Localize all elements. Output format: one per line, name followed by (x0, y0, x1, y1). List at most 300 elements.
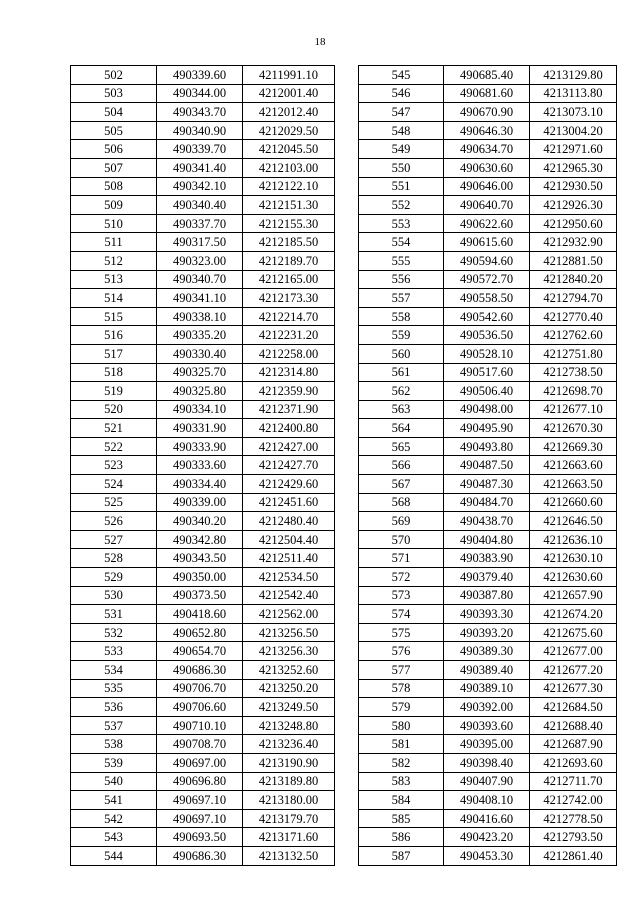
y-coordinate-cell: 4213256.30 (243, 642, 335, 661)
table-row (71, 605, 335, 624)
table-row (71, 177, 335, 196)
y-coordinate-cell: 4212881.50 (530, 251, 617, 270)
x-coordinate-cell: 490335.20 (157, 326, 243, 345)
table-row (359, 214, 617, 233)
y-coordinate-cell: 4212926.30 (530, 196, 617, 215)
table-row (71, 716, 335, 735)
y-coordinate-cell: 4212122.10 (243, 177, 335, 196)
table-row (71, 735, 335, 754)
y-coordinate-cell: 4212511.40 (243, 549, 335, 568)
x-coordinate-cell: 490528.10 (444, 344, 530, 363)
point-number-cell: 545 (359, 66, 444, 85)
y-coordinate-cell: 4212674.20 (530, 605, 617, 624)
x-coordinate-cell: 490418.60 (157, 605, 243, 624)
table-row (359, 772, 617, 791)
x-coordinate-cell: 490343.70 (157, 103, 243, 122)
x-coordinate-cell: 490685.40 (444, 66, 530, 85)
point-number-cell: 586 (359, 828, 444, 847)
y-coordinate-cell: 4213004.20 (530, 121, 617, 140)
y-coordinate-cell: 4212185.50 (243, 233, 335, 252)
table-row (71, 549, 335, 568)
y-coordinate-cell: 4212012.40 (243, 103, 335, 122)
table-row (71, 791, 335, 810)
x-coordinate-cell: 490506.40 (444, 382, 530, 401)
table-row (359, 307, 617, 326)
x-coordinate-cell: 490706.60 (157, 698, 243, 717)
table-row (359, 605, 617, 624)
x-coordinate-cell: 490487.30 (444, 475, 530, 494)
x-coordinate-cell: 490340.70 (157, 270, 243, 289)
x-coordinate-cell: 490337.70 (157, 214, 243, 233)
y-coordinate-cell: 4212669.30 (530, 437, 617, 456)
x-coordinate-cell: 490398.40 (444, 753, 530, 772)
table-row (359, 84, 617, 103)
x-coordinate-cell: 490340.20 (157, 512, 243, 531)
y-coordinate-cell: 4212930.50 (530, 177, 617, 196)
table-row (359, 493, 617, 512)
table-row (359, 196, 617, 215)
table-row (71, 84, 335, 103)
point-number-cell: 582 (359, 753, 444, 772)
x-coordinate-cell: 490317.50 (157, 233, 243, 252)
point-number-cell: 577 (359, 661, 444, 680)
y-coordinate-cell: 4212173.30 (243, 289, 335, 308)
x-coordinate-cell: 490493.80 (444, 437, 530, 456)
table-row (359, 586, 617, 605)
y-coordinate-cell: 4212793.50 (530, 828, 617, 847)
x-coordinate-cell: 490393.20 (444, 623, 530, 642)
point-number-cell: 587 (359, 846, 444, 865)
y-coordinate-cell: 4213250.20 (243, 679, 335, 698)
table-row (71, 753, 335, 772)
point-number-cell: 557 (359, 289, 444, 308)
x-coordinate-cell: 490640.70 (444, 196, 530, 215)
x-coordinate-cell: 490342.10 (157, 177, 243, 196)
table-row (71, 846, 335, 865)
point-number-cell: 536 (71, 698, 157, 717)
point-number-cell: 521 (71, 419, 157, 438)
y-coordinate-cell: 4212840.20 (530, 270, 617, 289)
table-row (359, 400, 617, 419)
table-row (71, 512, 335, 531)
x-coordinate-cell: 490706.70 (157, 679, 243, 698)
point-number-cell: 550 (359, 158, 444, 177)
table-row (359, 158, 617, 177)
table-row (359, 382, 617, 401)
point-number-cell: 583 (359, 772, 444, 791)
y-coordinate-cell: 4212045.50 (243, 140, 335, 159)
x-coordinate-cell: 490387.80 (444, 586, 530, 605)
point-number-cell: 507 (71, 158, 157, 177)
y-coordinate-cell: 4212663.50 (530, 475, 617, 494)
x-coordinate-cell: 490484.70 (444, 493, 530, 512)
point-number-cell: 524 (71, 475, 157, 494)
point-number-cell: 556 (359, 270, 444, 289)
y-coordinate-cell: 4212770.40 (530, 307, 617, 326)
point-number-cell: 541 (71, 791, 157, 810)
y-coordinate-cell: 4212646.50 (530, 512, 617, 531)
table-row (359, 661, 617, 680)
table-row (71, 140, 335, 159)
y-coordinate-cell: 4212660.60 (530, 493, 617, 512)
x-coordinate-cell: 490693.50 (157, 828, 243, 847)
point-number-cell: 548 (359, 121, 444, 140)
table-row (71, 233, 335, 252)
x-coordinate-cell: 490341.10 (157, 289, 243, 308)
point-number-cell: 555 (359, 251, 444, 270)
point-number-cell: 537 (71, 716, 157, 735)
x-coordinate-cell: 490325.70 (157, 363, 243, 382)
x-coordinate-cell: 490654.70 (157, 642, 243, 661)
table-row (71, 344, 335, 363)
table-row (71, 530, 335, 549)
y-coordinate-cell: 4212630.60 (530, 568, 617, 587)
table-row (71, 475, 335, 494)
point-number-cell: 503 (71, 84, 157, 103)
table-row (71, 772, 335, 791)
point-number-cell: 575 (359, 623, 444, 642)
point-number-cell: 518 (71, 363, 157, 382)
y-coordinate-cell: 4212677.00 (530, 642, 617, 661)
y-coordinate-cell: 4212359.90 (243, 382, 335, 401)
table-row (359, 66, 617, 85)
y-coordinate-cell: 4212657.90 (530, 586, 617, 605)
point-number-cell: 529 (71, 568, 157, 587)
y-coordinate-cell: 4212165.00 (243, 270, 335, 289)
y-coordinate-cell: 4212103.00 (243, 158, 335, 177)
point-number-cell: 540 (71, 772, 157, 791)
point-number-cell: 509 (71, 196, 157, 215)
point-number-cell: 516 (71, 326, 157, 345)
point-number-cell: 538 (71, 735, 157, 754)
table-row (359, 437, 617, 456)
y-coordinate-cell: 4213236.40 (243, 735, 335, 754)
y-coordinate-cell: 4212677.20 (530, 661, 617, 680)
y-coordinate-cell: 4213113.80 (530, 84, 617, 103)
x-coordinate-cell: 490697.10 (157, 809, 243, 828)
table-row (71, 214, 335, 233)
y-coordinate-cell: 4212711.70 (530, 772, 617, 791)
x-coordinate-cell: 490334.40 (157, 475, 243, 494)
table-row (71, 326, 335, 345)
point-number-cell: 558 (359, 307, 444, 326)
point-number-cell: 512 (71, 251, 157, 270)
x-coordinate-cell: 490341.40 (157, 158, 243, 177)
point-number-cell: 523 (71, 456, 157, 475)
y-coordinate-cell: 4212371.90 (243, 400, 335, 419)
table-row (359, 679, 617, 698)
point-number-cell: 525 (71, 493, 157, 512)
table-row (359, 716, 617, 735)
y-coordinate-cell: 4212400.80 (243, 419, 335, 438)
table-row (71, 642, 335, 661)
table-row (71, 419, 335, 438)
y-coordinate-cell: 4212693.60 (530, 753, 617, 772)
x-coordinate-cell: 490708.70 (157, 735, 243, 754)
point-number-cell: 527 (71, 530, 157, 549)
point-number-cell: 571 (359, 549, 444, 568)
y-coordinate-cell: 4212562.00 (243, 605, 335, 624)
point-number-cell: 573 (359, 586, 444, 605)
point-number-cell: 570 (359, 530, 444, 549)
x-coordinate-cell: 490333.90 (157, 437, 243, 456)
y-coordinate-cell: 4212534.50 (243, 568, 335, 587)
y-coordinate-cell: 4212630.10 (530, 549, 617, 568)
y-coordinate-cell: 4213129.80 (530, 66, 617, 85)
x-coordinate-cell: 490495.90 (444, 419, 530, 438)
point-number-cell: 554 (359, 233, 444, 252)
table-row (71, 623, 335, 642)
y-coordinate-cell: 4212698.70 (530, 382, 617, 401)
point-number-cell: 562 (359, 382, 444, 401)
y-coordinate-cell: 4212636.10 (530, 530, 617, 549)
x-coordinate-cell: 490408.10 (444, 791, 530, 810)
x-coordinate-cell: 490542.60 (444, 307, 530, 326)
table-row (359, 251, 617, 270)
y-coordinate-cell: 4211991.10 (243, 66, 335, 85)
y-coordinate-cell: 4212427.00 (243, 437, 335, 456)
x-coordinate-cell: 490325.80 (157, 382, 243, 401)
y-coordinate-cell: 4213189.80 (243, 772, 335, 791)
table-row (71, 828, 335, 847)
x-coordinate-cell: 490710.10 (157, 716, 243, 735)
y-coordinate-cell: 4212258.00 (243, 344, 335, 363)
y-coordinate-cell: 4212001.40 (243, 84, 335, 103)
point-number-cell: 580 (359, 716, 444, 735)
x-coordinate-cell: 490393.30 (444, 605, 530, 624)
table-row (359, 530, 617, 549)
table-row (71, 586, 335, 605)
point-number-cell: 561 (359, 363, 444, 382)
y-coordinate-cell: 4212155.30 (243, 214, 335, 233)
x-coordinate-cell: 490697.10 (157, 791, 243, 810)
x-coordinate-cell: 490343.50 (157, 549, 243, 568)
table-row (359, 270, 617, 289)
x-coordinate-cell: 490536.50 (444, 326, 530, 345)
x-coordinate-cell: 490373.50 (157, 586, 243, 605)
point-number-cell: 526 (71, 512, 157, 531)
x-coordinate-cell: 490393.60 (444, 716, 530, 735)
table-row (71, 307, 335, 326)
table-row (359, 568, 617, 587)
y-coordinate-cell: 4212214.70 (243, 307, 335, 326)
y-coordinate-cell: 4212965.30 (530, 158, 617, 177)
x-coordinate-cell: 490681.60 (444, 84, 530, 103)
y-coordinate-cell: 4212751.80 (530, 344, 617, 363)
point-number-cell: 585 (359, 809, 444, 828)
x-coordinate-cell: 490407.90 (444, 772, 530, 791)
y-coordinate-cell: 4213179.70 (243, 809, 335, 828)
coordinate-table-right (358, 65, 617, 866)
point-number-cell: 528 (71, 549, 157, 568)
point-number-cell: 546 (359, 84, 444, 103)
y-coordinate-cell: 4213190.90 (243, 753, 335, 772)
y-coordinate-cell: 4212778.50 (530, 809, 617, 828)
x-coordinate-cell: 490686.30 (157, 661, 243, 680)
table-row (71, 270, 335, 289)
point-number-cell: 568 (359, 493, 444, 512)
x-coordinate-cell: 490344.00 (157, 84, 243, 103)
x-coordinate-cell: 490634.70 (444, 140, 530, 159)
table-row (359, 623, 617, 642)
y-coordinate-cell: 4212688.40 (530, 716, 617, 735)
x-coordinate-cell: 490404.80 (444, 530, 530, 549)
table-row (71, 400, 335, 419)
point-number-cell: 539 (71, 753, 157, 772)
x-coordinate-cell: 490453.30 (444, 846, 530, 865)
point-number-cell: 533 (71, 642, 157, 661)
y-coordinate-cell: 4212971.60 (530, 140, 617, 159)
point-number-cell: 543 (71, 828, 157, 847)
y-coordinate-cell: 4212742.00 (530, 791, 617, 810)
point-number-cell: 563 (359, 400, 444, 419)
x-coordinate-cell: 490697.00 (157, 753, 243, 772)
x-coordinate-cell: 490517.60 (444, 363, 530, 382)
point-number-cell: 581 (359, 735, 444, 754)
y-coordinate-cell: 4213171.60 (243, 828, 335, 847)
point-number-cell: 532 (71, 623, 157, 642)
y-coordinate-cell: 4212189.70 (243, 251, 335, 270)
x-coordinate-cell: 490340.40 (157, 196, 243, 215)
table-row (71, 382, 335, 401)
x-coordinate-cell: 490395.00 (444, 735, 530, 754)
x-coordinate-cell: 490696.80 (157, 772, 243, 791)
point-number-cell: 517 (71, 344, 157, 363)
table-row (71, 289, 335, 308)
x-coordinate-cell: 490339.70 (157, 140, 243, 159)
x-coordinate-cell: 490330.40 (157, 344, 243, 363)
x-coordinate-cell: 490498.00 (444, 400, 530, 419)
x-coordinate-cell: 490350.00 (157, 568, 243, 587)
y-coordinate-cell: 4212480.40 (243, 512, 335, 531)
x-coordinate-cell: 490389.30 (444, 642, 530, 661)
point-number-cell: 553 (359, 214, 444, 233)
point-number-cell: 551 (359, 177, 444, 196)
point-number-cell: 542 (71, 809, 157, 828)
point-number-cell: 567 (359, 475, 444, 494)
x-coordinate-cell: 490646.30 (444, 121, 530, 140)
point-number-cell: 559 (359, 326, 444, 345)
x-coordinate-cell: 490670.90 (444, 103, 530, 122)
x-coordinate-cell: 490438.70 (444, 512, 530, 531)
point-number-cell: 565 (359, 437, 444, 456)
table-row (359, 753, 617, 772)
table-row (359, 456, 617, 475)
table-row (359, 177, 617, 196)
table-row (71, 809, 335, 828)
table-row (359, 363, 617, 382)
point-number-cell: 530 (71, 586, 157, 605)
point-number-cell: 531 (71, 605, 157, 624)
point-number-cell: 504 (71, 103, 157, 122)
point-number-cell: 534 (71, 661, 157, 680)
table-row (71, 456, 335, 475)
x-coordinate-cell: 490342.80 (157, 530, 243, 549)
table-row (71, 568, 335, 587)
y-coordinate-cell: 4212794.70 (530, 289, 617, 308)
y-coordinate-cell: 4212429.60 (243, 475, 335, 494)
table-row (359, 828, 617, 847)
table-row (359, 475, 617, 494)
x-coordinate-cell: 490558.50 (444, 289, 530, 308)
table-row (359, 326, 617, 345)
y-coordinate-cell: 4212663.60 (530, 456, 617, 475)
point-number-cell: 578 (359, 679, 444, 698)
y-coordinate-cell: 4212151.30 (243, 196, 335, 215)
page-number: 18 (314, 36, 326, 48)
y-coordinate-cell: 4212950.60 (530, 214, 617, 233)
y-coordinate-cell: 4213073.10 (530, 103, 617, 122)
point-number-cell: 552 (359, 196, 444, 215)
x-coordinate-cell: 490340.90 (157, 121, 243, 140)
point-number-cell: 544 (71, 846, 157, 865)
x-coordinate-cell: 490333.60 (157, 456, 243, 475)
table-row (71, 103, 335, 122)
point-number-cell: 574 (359, 605, 444, 624)
x-coordinate-cell: 490383.90 (444, 549, 530, 568)
table-row (71, 661, 335, 680)
point-number-cell: 522 (71, 437, 157, 456)
x-coordinate-cell: 490389.10 (444, 679, 530, 698)
point-number-cell: 569 (359, 512, 444, 531)
y-coordinate-cell: 4213180.00 (243, 791, 335, 810)
x-coordinate-cell: 490379.40 (444, 568, 530, 587)
table-row (359, 103, 617, 122)
table-row (359, 289, 617, 308)
y-coordinate-cell: 4212427.70 (243, 456, 335, 475)
y-coordinate-cell: 4213252.60 (243, 661, 335, 680)
y-coordinate-cell: 4212861.40 (530, 846, 617, 865)
point-number-cell: 519 (71, 382, 157, 401)
x-coordinate-cell: 490389.40 (444, 661, 530, 680)
point-number-cell: 515 (71, 307, 157, 326)
table-row (359, 642, 617, 661)
x-coordinate-cell: 490646.00 (444, 177, 530, 196)
point-number-cell: 535 (71, 679, 157, 698)
table-row (71, 363, 335, 382)
table-row (71, 196, 335, 215)
x-coordinate-cell: 490339.60 (157, 66, 243, 85)
x-coordinate-cell: 490594.60 (444, 251, 530, 270)
y-coordinate-cell: 4212231.20 (243, 326, 335, 345)
y-coordinate-cell: 4213248.80 (243, 716, 335, 735)
table-row (71, 679, 335, 698)
table-row (359, 549, 617, 568)
point-number-cell: 520 (71, 400, 157, 419)
y-coordinate-cell: 4212684.50 (530, 698, 617, 717)
x-coordinate-cell: 490686.30 (157, 846, 243, 865)
table-row (359, 846, 617, 865)
point-number-cell: 505 (71, 121, 157, 140)
x-coordinate-cell: 490652.80 (157, 623, 243, 642)
coordinate-table-left (70, 65, 335, 866)
y-coordinate-cell: 4212314.80 (243, 363, 335, 382)
x-coordinate-cell: 490416.60 (444, 809, 530, 828)
point-number-cell: 511 (71, 233, 157, 252)
table-row (359, 419, 617, 438)
y-coordinate-cell: 4212677.10 (530, 400, 617, 419)
point-number-cell: 576 (359, 642, 444, 661)
point-number-cell: 502 (71, 66, 157, 85)
y-coordinate-cell: 4212675.60 (530, 623, 617, 642)
table-row (71, 698, 335, 717)
table-row (71, 66, 335, 85)
x-coordinate-cell: 490323.00 (157, 251, 243, 270)
x-coordinate-cell: 490487.50 (444, 456, 530, 475)
y-coordinate-cell: 4212932.90 (530, 233, 617, 252)
table-row (359, 809, 617, 828)
table-row (359, 121, 617, 140)
